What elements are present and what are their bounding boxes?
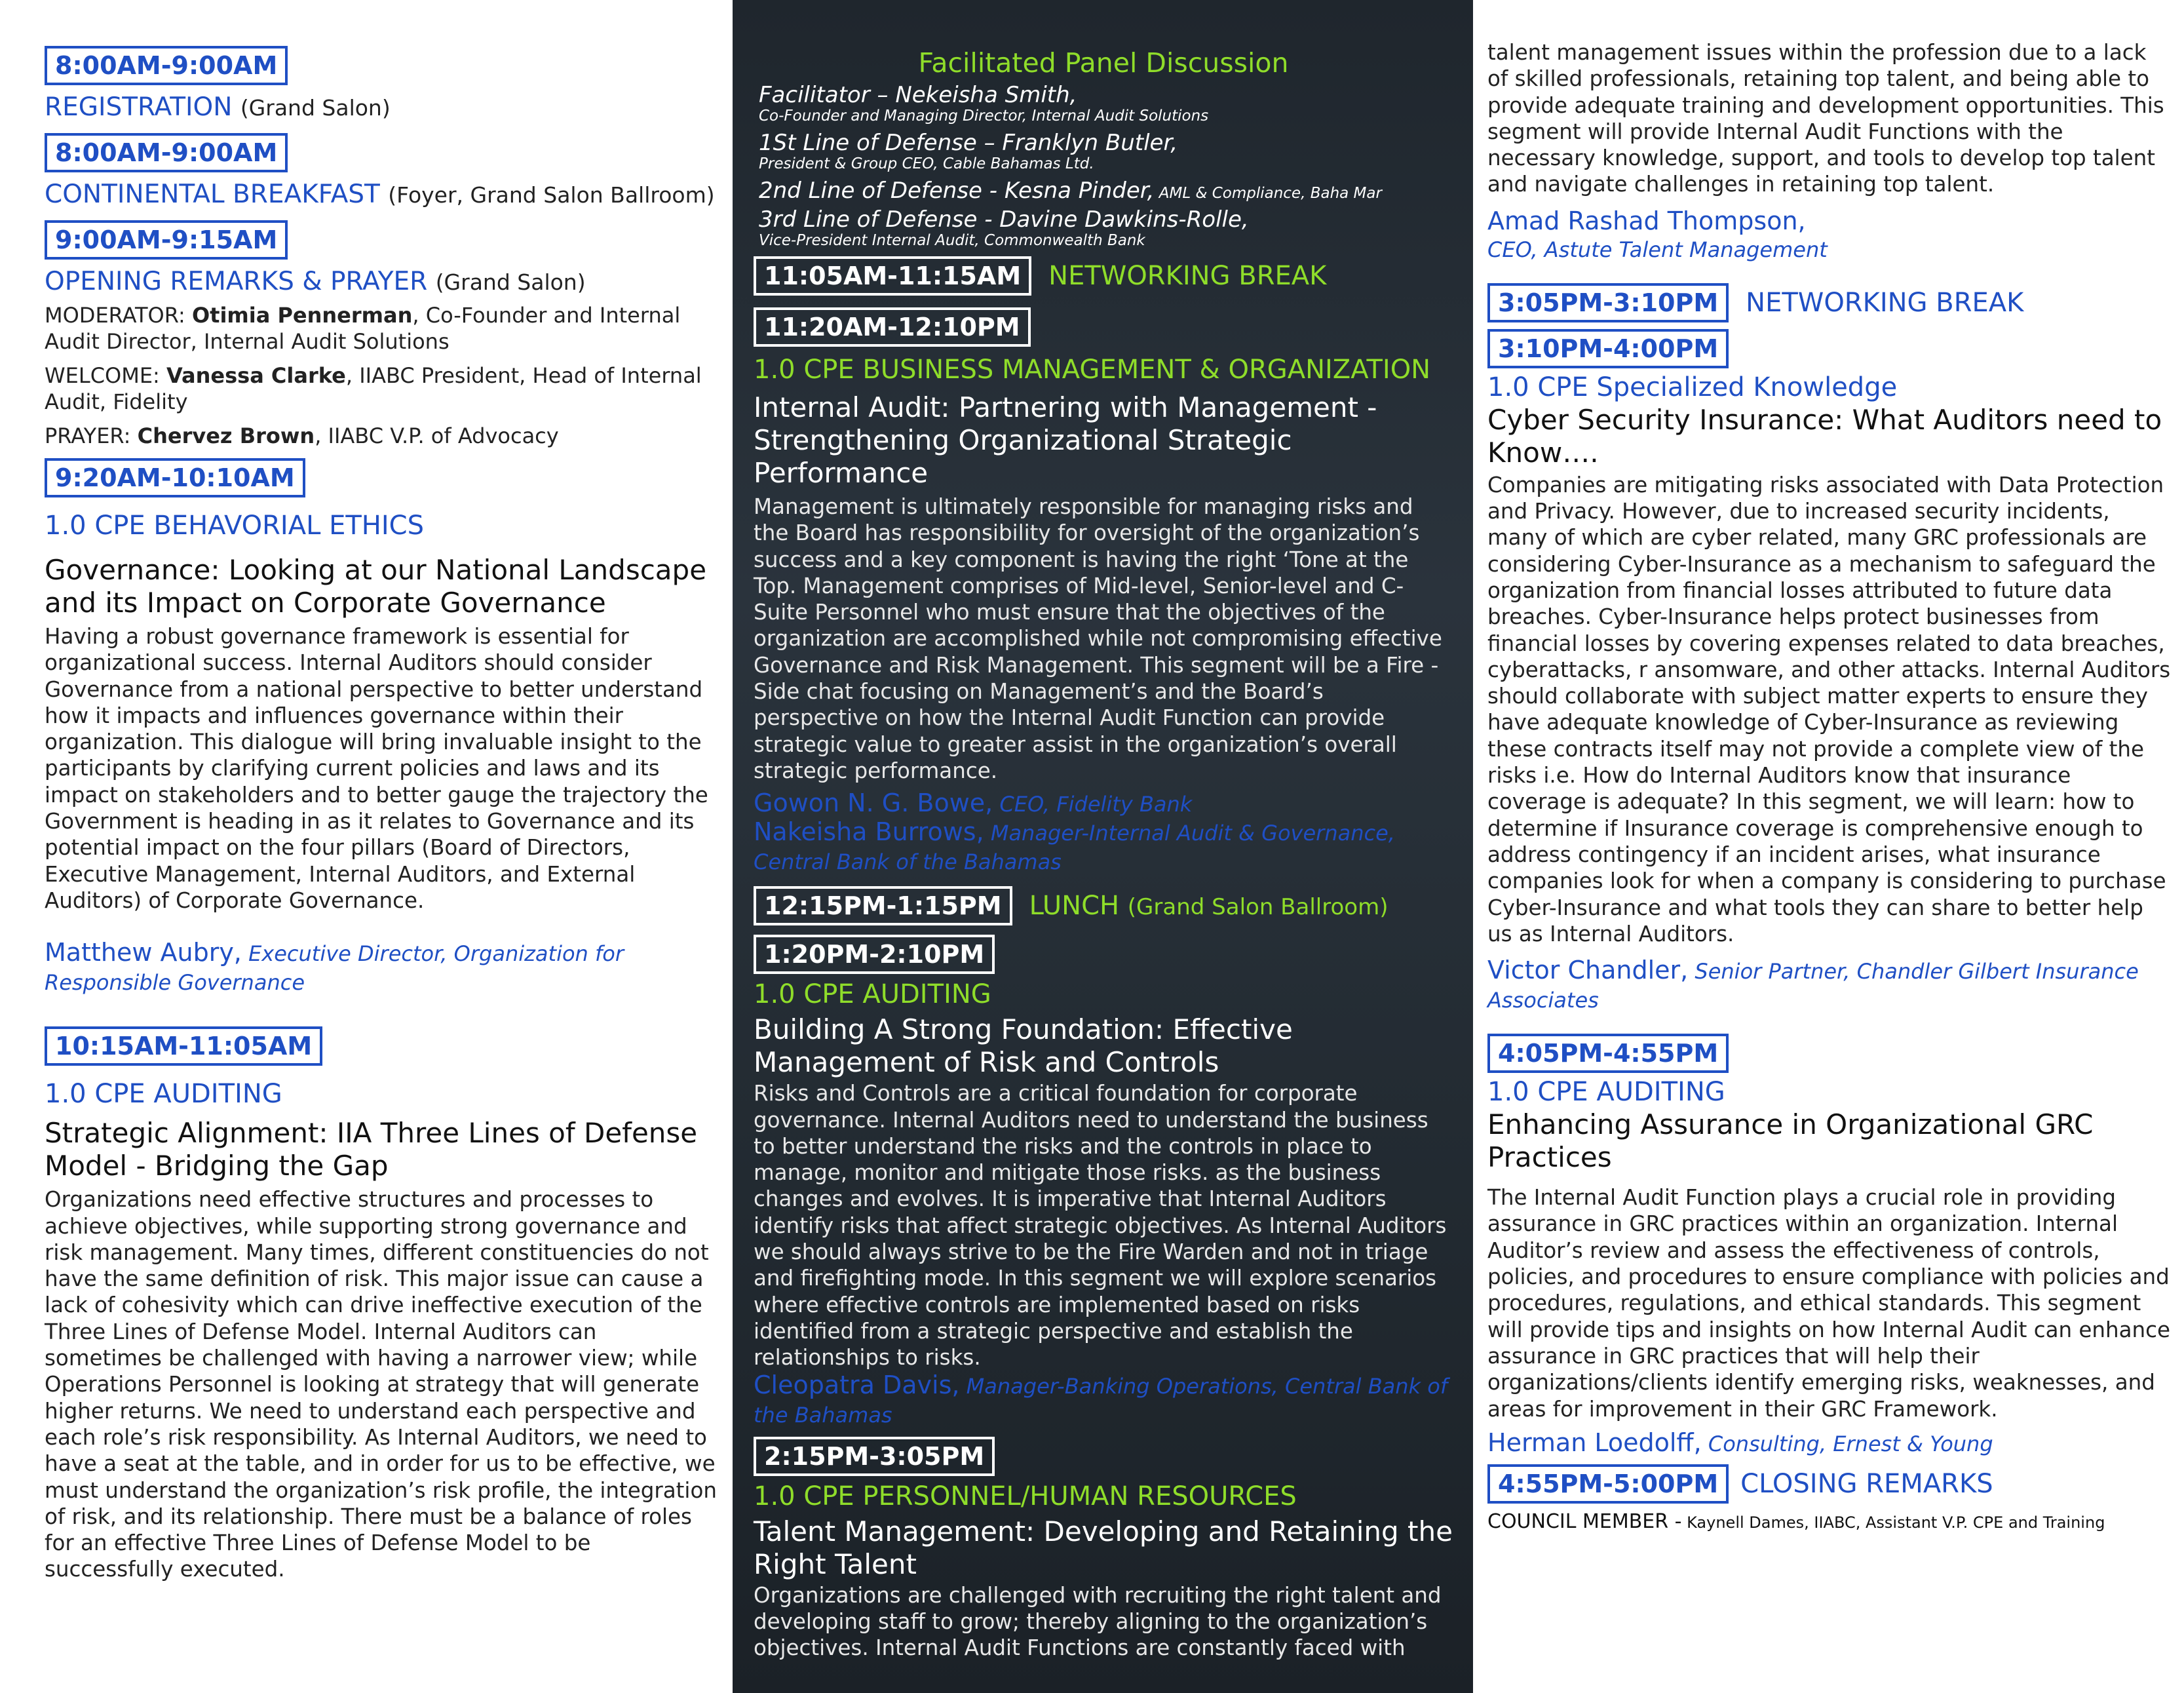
closing-label: CLOSING REMARKS: [1740, 1468, 1993, 1499]
time-box: 3:10PM-4:00PM: [1487, 329, 1729, 368]
opening-row: [45, 266, 719, 298]
right-column: [1473, 0, 2184, 1693]
networking-label: NETWORKING BREAK: [1048, 261, 1327, 291]
speaker-name: Cleopatra Davis,: [754, 1370, 960, 1399]
panel-title: Facilitated Panel Discussion: [918, 47, 1289, 79]
speaker-name: Gowon N. G. Bowe,: [754, 788, 993, 818]
time-box: 11:05AM-11:15AM: [754, 256, 1031, 296]
lunch-location: (Grand Salon Ballroom): [1127, 894, 1389, 921]
welcome-name: Vanessa Clarke: [166, 363, 346, 388]
time-box: 3:05PM-3:10PM: [1487, 283, 1729, 322]
prayer-name: Chervez Brown: [137, 423, 315, 448]
facilitator-line: Facilitator – Nekeisha Smith,: [759, 82, 1077, 108]
welcome-role: , IIABC President, Head of Internal Audit, Fidelity: [45, 363, 702, 414]
time-box: 9:20AM-10:10AM: [45, 458, 305, 497]
third-line-role: Vice-President Internal Audit, Commonwealth Bank: [759, 232, 1145, 249]
closing-row: [1487, 1464, 2171, 1504]
session-description: Management is ultimately responsible for managing risks and the Board has responsibility for oversight of the organization’s success and a key component is having the right ‘Tone at the Top. Management comprises of Mid-level, Senior-level and C-Suite Personnel who must ensure that the objectives of the organization are accomplished while not compromising effective Governance and Risk Management. This segment will be a Fire -Side chat focusing on Management’s and the Board’s perspective on how the Internal Audit Function can provide strategic value to greater assist in the organization’s overall strategic performance.: [754, 494, 1442, 783]
session-title: Internal Audit: Partnering with Management - Strengthening Organizational Strategic Performance: [754, 391, 1377, 489]
welcome-label: WELCOME:: [45, 363, 160, 388]
segment-label: 1.0 CPE PERSONNEL/HUMAN RESOURCES: [754, 1481, 1297, 1511]
speaker-role: Executive Director, Organization for Responsible Governance: [45, 941, 624, 996]
council-text: Kaynell Dames, IIABC, Assistant V.P. CPE and Training: [1681, 1513, 2105, 1532]
speaker-role: Senior Partner, Chandler Gilbert Insurance Associates: [1487, 959, 2139, 1013]
second-line-panelist: 2nd Line of Defense - Kesna Pinder,: [759, 178, 1155, 204]
moderator-label: MODERATOR:: [45, 303, 185, 328]
time-box: 2:15PM-3:05PM: [754, 1437, 995, 1476]
session-description: Risks and Controls are a critical foundation for corporate governance. Internal Auditors need to understand the business to better understand the risks and the controls in place to manage, monitor and mitigate those risks. as the business changes and evolves. It is imperative that Internal Auditors identify risks that affect strategic objectives. As Internal Auditors we should always strive to be the Fire Warden and not in triage and firefighting mode. In this segment we will explore scenarios where effective controls are implemented based on risks identified from a strategic perspective and establish the relationships to risks.: [754, 1081, 1447, 1371]
segment-label: 1.0 CPE AUDITING: [1487, 1077, 1725, 1108]
time-box: 12:15PM-1:15PM: [754, 886, 1012, 925]
speaker: [754, 789, 1453, 818]
speaker-name: Matthew Aubry,: [45, 938, 242, 967]
session-title: Enhancing Assurance in Organizational GRC Practices: [1487, 1108, 2094, 1174]
middle-column: [733, 0, 1473, 1693]
registration-location: (Grand Salon): [240, 95, 391, 121]
segment-label: 1.0 CPE BUSINESS MANAGEMENT & ORGANIZATION: [754, 355, 1431, 385]
breakfast-location: (Foyer, Grand Salon Ballroom): [388, 182, 715, 208]
moderator-name: Otimia Pennerman: [191, 303, 413, 328]
speaker-role: Consulting, Ernest & Young: [1701, 1431, 1993, 1456]
session-title: Building A Strong Foundation: Effective Management of Risk and Controls: [754, 1013, 1293, 1079]
speaker: [1487, 1429, 2171, 1458]
third-line-panelist: 3rd Line of Defense - Davine Dawkins-Rolle,: [759, 206, 1249, 233]
session-description-continued: talent management issues within the profession due to a lack of skilled professionals, retaining top talent, and being able to provide adequate training and development opportunities. This segment will provide Internal Audit Functions with the necessary knowledge, support, and tools to develop top talent and navigate challenges in retaining top talent.: [1487, 40, 2164, 197]
lunch-row-text: [1029, 891, 1389, 921]
lunch-label: LUNCH: [1029, 891, 1120, 922]
second-line-row: [759, 178, 1453, 203]
session-description: Organizations need effective structures and processes to achieve objectives, while supporting strong governance and risk management. Many times, different constituencies do not have the same definition of risk. This major issue can cause a lack of cohesivity which can drive ineffective execution of the Three Lines of Defense Model. Internal Auditors can sometimes be challenged with having a narrower view; while Operations Personnel is looking at strategy that will generate higher returns. We need to understand each perspective and each role’s risk responsibility. As Internal Auditors, we need to have a seat at the table, and in order for us to be effective, we must understand the organization’s risk profile, the integration of risk, and its relationship. There must be a balance of roles for an effective Three Lines of Defense Model to be successfully executed.: [45, 1187, 717, 1582]
speaker-name: Nakeisha Burrows,: [754, 817, 984, 847]
registration-label: REGISTRATION: [45, 92, 233, 122]
opening-label: OPENING REMARKS & PRAYER: [45, 267, 428, 296]
segment-label: 1.0 CPE AUDITING: [45, 1079, 282, 1110]
speaker-name: Amad Rashad Thompson,: [1487, 206, 1806, 235]
breakfast-row: [45, 179, 719, 211]
welcome-line: [45, 362, 719, 415]
first-line-role: President & Group CEO, Cable Bahamas Ltd.: [759, 155, 1094, 172]
session-description: Companies are mitigating risks associated with Data Protection and Privacy. However, due to increased security incidents, many of which are cyber related, many GRC professionals are considering Cyber-Insurance as a mechanism to safeguard the organization from financial losses attributed to future data breaches. Cyber-Insurance helps protect businesses from financial losses by covering expenses related to data breaches, cyberattacks, r ansomware, and other attacks. Internal Auditors should collaborate with subject matter experts to ensure they have adequate knowledge of Cyber-Insurance as reviewing these contracts itself may not provide a complete view of the risks i.e. How do Internal Auditors know that insurance coverage is adequate? In this segment, we will learn: how to determine if Insurance coverage is comprehensive enough to address contingency if an incident arises, what insurance companies look for when a company is considering to purchase Cyber-Insurance and what tools they can share to better help us as Internal Auditors.: [1487, 472, 2171, 946]
facilitator-role: Co-Founder and Managing Director, Internal Audit Solutions: [759, 107, 1209, 125]
opening-location: (Grand Salon): [435, 269, 586, 295]
segment-label: 1.0 CPE BEHAVORIAL ETHICS: [45, 511, 424, 541]
networking-label: NETWORKING BREAK: [1746, 287, 2024, 318]
speaker: [754, 818, 1453, 876]
session-description: Having a robust governance framework is essential for organizational success. Internal Auditors should consider Governance from a national perspective to better understand how it impacts and influences governance within their organization. This dialogue will bring invaluable insight to the participants by clarifying current policies and laws and its impact on stakeholders and to better gauge the trajectory the Government is heading in as it relates to Governance and its potential impact on the four pillars (Board of Directors, Executive Management, Internal Auditors, and External Auditors) of Corporate Governance.: [45, 624, 708, 913]
prayer-line: [45, 423, 719, 449]
speaker: [754, 1371, 1453, 1429]
council-line: [1487, 1510, 2171, 1533]
time-box: 8:00AM-9:00AM: [45, 133, 288, 172]
speaker-role: Manager-Banking Operations, Central Bank of the Bahamas: [754, 1373, 1448, 1428]
networking-row: [754, 256, 1453, 296]
time-box: 4:05PM-4:55PM: [1487, 1034, 1729, 1073]
time-box: 4:55PM-5:00PM: [1487, 1464, 1729, 1504]
segment-label: 1.0 CPE AUDITING: [754, 979, 991, 1010]
time-box: 9:00AM-9:15AM: [45, 220, 288, 260]
speaker: [45, 939, 719, 996]
second-line-role: AML & Compliance, Baha Mar: [1154, 185, 1382, 202]
speaker-name: Herman Loedolff,: [1487, 1428, 1702, 1457]
moderator-role: , Co-Founder and Internal Audit Director, Internal Audit Solutions: [45, 303, 681, 354]
prayer-label: PRAYER:: [45, 423, 131, 448]
speaker: [1487, 956, 2171, 1014]
session-title: Cyber Security Insurance: What Auditors need to Know….: [1487, 403, 2162, 469]
session-title: Strategic Alignment: IIA Three Lines of Defense Model - Bridging the Gap: [45, 1117, 698, 1182]
registration-row: [45, 92, 719, 124]
council-label: COUNCIL MEMBER -: [1487, 1509, 1682, 1533]
moderator-line: [45, 302, 719, 355]
lunch-row: [754, 886, 1453, 925]
speaker: [1487, 207, 2171, 263]
speaker-role: CEO, Astute Talent Management: [1487, 237, 1828, 262]
time-box: 8:00AM-9:00AM: [45, 46, 288, 85]
speaker-role: CEO, Fidelity Bank: [993, 792, 1193, 817]
session-title: Governance: Looking at our National Landscape and its Impact on Corporate Governance: [45, 554, 707, 619]
time-box: 10:15AM-11:05AM: [45, 1026, 322, 1066]
session-description: Organizations are challenged with recruiting the right talent and developing staff to grow; thereby aligning to the organization’s objectives. Internal Audit Functions are constantly faced with: [754, 1582, 1442, 1661]
time-box: 1:20PM-2:10PM: [754, 935, 995, 974]
networking-row: [1487, 283, 2171, 322]
session-description: The Internal Audit Function plays a crucial role in providing assurance in GRC practices within an organization. Internal Auditor’s review and assess the effectiveness of controls, policies, and procedures to ensure compliance with policies and procedures, regulations, and ethical standards. This segment will provide tips and insights on how Internal Audit can enhance assurance in GRC practices that will help their organizations/clients identify emerging risks, weaknesses, and areas for improvement in their GRC Framework.: [1487, 1185, 2170, 1422]
prayer-role: , IIABC V.P. of Advocacy: [315, 423, 559, 448]
panel-list: [759, 83, 1453, 250]
left-column: [0, 0, 733, 1693]
speaker-role: Manager-Internal Audit & Governance, Central Bank of the Bahamas: [754, 821, 1395, 875]
session-title: Talent Management: Developing and Retaining the Right Talent: [754, 1515, 1453, 1580]
breakfast-label: CONTINENTAL BREAKFAST: [45, 180, 380, 209]
time-box: 11:20AM-12:10PM: [754, 307, 1031, 347]
segment-label: 1.0 CPE Specialized Knowledge: [1487, 372, 1898, 402]
speaker-name: Victor Chandler,: [1487, 956, 1689, 985]
first-line-panelist: 1St Line of Defense – Franklyn Butler,: [759, 130, 1178, 156]
